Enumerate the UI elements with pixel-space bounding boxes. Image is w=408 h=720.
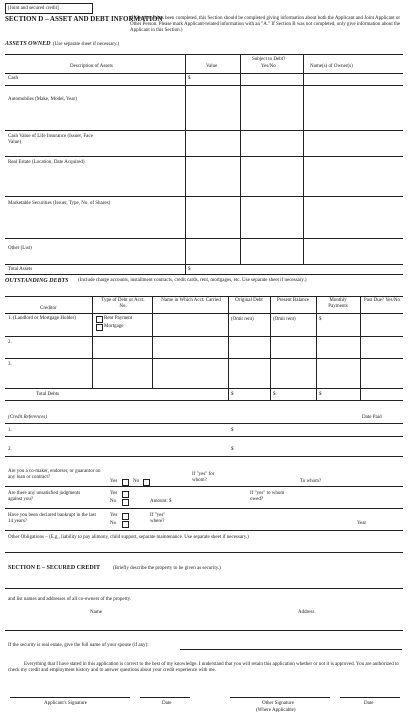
total-present-dollar: $ <box>273 392 276 397</box>
asset-row-total: Total Assets <box>8 267 33 272</box>
debts-heading: OUTSTANDING DEBTS <box>5 278 69 284</box>
q2-amount: Amount: $ <box>150 499 172 504</box>
signature-statement: Everything that I have stated in this application is correct to the best of my knowledge. I understand that you will retain this application whether or not it is approved. You are authorized to check my credit and employment history and to answer questions about your credit experience with me. <box>8 662 399 673</box>
q1-no-label: No <box>133 479 140 484</box>
asset-cash-dollar: $ <box>188 76 191 81</box>
section-e-address: Address <box>298 610 315 615</box>
section-d-instructions: (If Section B has been completed, this Section should be completed giving information about both the Applicant and Joint Applicant or Other Person. Please mark Applicant-related information with an "A." If Section B was not completed, only give information about the Applicant in this Section.) <box>130 16 401 33</box>
q3-year: Year <box>357 521 367 526</box>
q3-if-yes-where: If "yes" where? <box>150 513 166 524</box>
q3-no-checkbox[interactable] <box>122 521 129 528</box>
asset-row-cash: Cash <box>8 76 18 81</box>
reference-2-dollar: $ <box>231 447 234 452</box>
monthly-dollar: $ <box>319 317 322 322</box>
total-monthly-dollar: $ <box>319 392 322 397</box>
debts-col-original: Original Debt <box>235 298 263 303</box>
q2-yes-checkbox[interactable] <box>122 491 129 498</box>
section-e-name: Name <box>90 610 102 615</box>
assets-heading-note: (Use separate sheet if necessary.) <box>53 42 120 47</box>
asset-row-automobiles: Automobiles (Make, Model, Year) <box>8 97 77 102</box>
asset-row-other: Other (List) <box>8 246 32 251</box>
section-d-title: SECTION D – ASSET AND DEBT INFORMATION <box>5 15 163 23</box>
original-omit-rent: (Omit rent) <box>231 317 254 322</box>
assets-col-subject-debt: Subject to Debt? <box>252 57 286 62</box>
assets-col-owners: Name(s) of Owner(s) <box>310 64 353 69</box>
credit-references-label: (Credit References) <box>8 415 47 420</box>
date-paid-label: Date Paid <box>362 415 382 420</box>
q2-text: Are there any unsatisfied judgments against you? <box>8 491 81 502</box>
q2-yes-label: Yes <box>110 491 118 496</box>
rent-payment-checkbox[interactable] <box>96 316 103 323</box>
q2-if-yes-to-whom-owed: If "yes" to whom owed? <box>250 491 285 502</box>
debts-col-type: Type of Debt or Acct. No. <box>101 298 145 309</box>
reference-row-2: 2. <box>8 447 12 452</box>
asset-row-real-estate: Real Estate (Location, Date Acquired) <box>8 160 85 165</box>
other-signature-label: Other Signature <box>262 701 294 706</box>
debt-row-2: 2. <box>8 340 12 345</box>
assets-col-yes-no: Yes/No <box>261 64 276 69</box>
applicant-signature-label: Applicant's Signature <box>44 701 87 706</box>
q3-yes-checkbox[interactable] <box>122 513 129 520</box>
other-signature-note: (Where Applicable) <box>256 708 296 713</box>
mortgage-label: Mortgage <box>104 324 124 329</box>
q1-no-checkbox[interactable] <box>143 479 150 486</box>
present-omit-rent: (Omit rent) <box>273 317 296 322</box>
debt-row-1-label: 1. (Landlord or Mortgage Holder) <box>8 316 76 321</box>
assets-heading: ASSETS OWNED <box>5 41 51 47</box>
total-original-dollar: $ <box>231 392 234 397</box>
assets-col-value: Value <box>206 64 218 69</box>
applicant-date-label: Date <box>162 701 172 706</box>
section-e-spouse-line: If the security is real estate, give the full name of your spouse (if any): <box>8 643 149 648</box>
q1-yes-checkbox[interactable] <box>122 479 129 486</box>
assets-col-description: Description of Assets <box>70 64 113 69</box>
q1-to-whom: To whom? <box>300 479 322 484</box>
reference-1-dollar: $ <box>231 428 234 433</box>
asset-row-securities: Marketable Securities (Issuer, Type, No. of Shares) <box>8 201 111 206</box>
debts-col-past-due: Past Due? Yes/No <box>364 298 400 303</box>
debts-col-monthly: Monthly Payments <box>328 298 348 309</box>
rent-payment-label: Rent Payment <box>104 316 133 321</box>
debt-row-3: 3. <box>8 362 12 367</box>
q1-if-yes-for-whom: If "yes" for whom? <box>192 472 215 483</box>
other-date-label: Date <box>364 701 374 706</box>
form-tag: [Joint and secured credit] <box>8 6 59 11</box>
section-e-title: SECTION E – SECURED CREDIT <box>8 565 101 571</box>
q1-text: Are you a co-maker, endorser, or guarantor on any loan or contract? <box>8 469 101 480</box>
asset-row-life-insurance: Cash Value of Life Insurance (Issuer, Face Value) <box>8 134 93 145</box>
q3-text: Have you been declared bankrupt in the last 14 years? <box>8 513 96 524</box>
debts-heading-note: (Include charge accounts, installment contracts, credit cards, rent, mortgages, etc. Use separate sheet if necessary.) <box>78 278 307 283</box>
reference-row-1: 1. <box>8 428 12 433</box>
q1-yes-label: Yes <box>110 479 118 484</box>
q3-no-label: No <box>110 521 117 526</box>
section-e-instruction: (Briefly describe the property to be given as security.) <box>113 566 221 571</box>
debts-col-creditor: Creditor <box>40 306 57 311</box>
total-debts-label: Total Debts <box>36 392 60 397</box>
q2-no-label: No <box>110 499 117 504</box>
mortgage-checkbox[interactable] <box>96 324 103 331</box>
asset-total-dollar: $ <box>188 267 191 272</box>
debts-col-name: Name in Which Acct. Carried <box>161 298 221 303</box>
q2-no-checkbox[interactable] <box>122 499 129 506</box>
other-obligations: Other Obligations – (E.g., liability to pay alimony, child support, separate maintenance. Use separate sheet if necessary.) <box>8 535 249 540</box>
debts-col-present: Present Balance <box>276 298 310 303</box>
section-e-owners-line: and list names and addresses of all co-owners of the property. <box>8 597 132 602</box>
q3-yes-label: Yes <box>110 513 118 518</box>
